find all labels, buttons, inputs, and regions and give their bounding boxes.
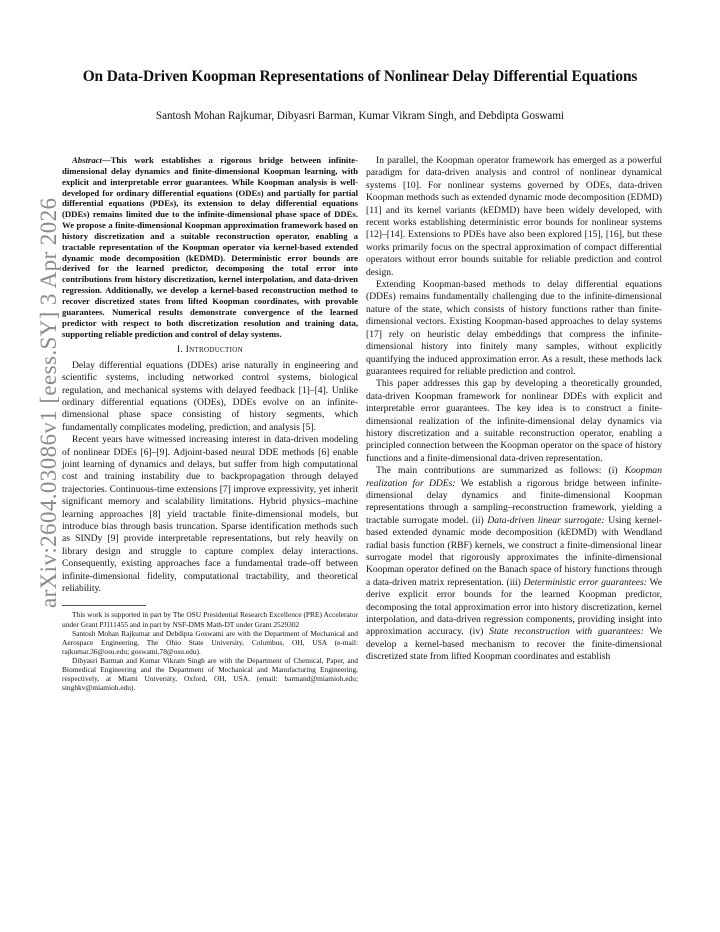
intro-paragraph-5: This paper addresses this gap by developing a theoretically grounded, data-driven Koopman framework for nonlinear DDEs with explicit and interpretable error guarantees. The key idea is to construct a finite-dimensional realization of the infinite-dimensional delay dynamics via history discretization and a suitable reconstruction operator, enabling a principled connection between the Koopman operator on the space of history functions and a finite-dimensional data-driven representation. xyxy=(366,378,662,464)
contribution-3-title: Deterministic error guarantees: xyxy=(523,576,647,588)
abstract-text: —This work establishes a rigorous bridge between infinite-dimensional delay dynamics and finite-dimensional Koopman learning, with explicit and interpretable error guarantees. While Koopman analysis is well-developed for ordinary differential equations (ODEs) and partially for partial differential equations (PDEs), its extension to delay differential equations (DDEs) remains limited due to the infinite-dimensional phase space of DDEs. We propose a finite-dimensional Koopman approximation framework based on history discretization and a suitable reconstruction operator, enabling a tractable representation of the Koopman operator via kernel-based extended dynamic mode decomposition (kEDMD). Deterministic error bounds are derived for the learned predictor, decomposing the total error into contributions from history discretization, kernel interpolation, and data-driven regression. Additionally, we develop a kernel-based reconstruction method to recover discretized states from lifted Koopman coordinates, with provable guarantees. Numerical results demonstrate convergence of the learned predictor with respect to both discretization resolution and training data, supporting reliable prediction and control of delay systems. xyxy=(62,155,358,339)
contribution-1-text: We establish a rigorous bridge between infinite-dimensional delay dynamics and finite-dimensional Koopman representations through a sampling–reconstruction framework, yielding a tractable surrogate model. (ii) xyxy=(366,477,663,526)
intro-paragraph-3: In parallel, the Koopman operator framework has emerged as a powerful paradigm for data-driven analysis and control of nonlinear dynamical systems [10]. For nonlinear systems governed by ODEs, data-driven Koopman methods such as extended dynamic mode decomposition (EDMD) [11] and its kernel variants (kEDMD) have been widely developed, with recent works establishing deterministic error bounds for nonlinear systems [12]–[14]. Extensions to PDEs have also been explored [15], [16], but these works primarily focus on the spectral approximation of compact differential operators without error bounds suitable for reliable prediction and control design. xyxy=(366,155,662,278)
contribution-2-title: Data-driven linear surrogate: xyxy=(487,514,605,526)
paper-title: On Data-Driven Koopman Representations of Nonlinear Delay Differential Equations xyxy=(82,68,638,85)
intro-paragraph-1: Delay differential equations (DDEs) arise naturally in engineering and scientific systems, including networked control systems, biological regulation, and mechanical systems with delayed feedback [1]–[4]. Unlike ordinary differential equations (ODEs), DDEs evolve on an infinite-dimensional phase space consisting of history segments, which fundamentally complicates modeling, prediction, and analysis [5]. xyxy=(62,359,358,433)
footnote-affiliation-miami: Dibyasri Barman and Kumar Vikram Singh are with the Department of Chemical, Paper, and Biomedical Engineering and the Department of Mechanical and Manufacturing Engineering, respectively, at Miami University, Oxford, OH, USA. (email: barmand@miamioh.edu; singhkv@miamioh.edu). xyxy=(62,655,358,692)
contribution-2-text: Using kernel-based extended dynamic mode decomposition (kEDMD) with Wendland radial basis function (RBF) kernels, we construct a finite-dimensional linear surrogate model that rigorously approximates the infinite-dimensional Koopman operator defined on the Banach space of history functions through a data-driven matrix representation. (iii) xyxy=(366,514,662,588)
intro-paragraph-2: Recent years have witnessed increasing interest in data-driven modeling of nonlinear DDEs [6]–[9]. Adjoint-based neural DDE methods [6] enable joint learning of dynamics and delays, but suffer from high computational cost and training instability due to backpropagation through delayed trajectories. Continuous-time extensions [7] improve expressivity, yet inherit significant memory and scalability limitations. Hybrid physics–machine learning approaches [8] yield tractable finite-dimensional models, but introduce bias through basis truncation. Sparse identification methods such as SINDy [9] provide interpretable representations, but rely heavily on library design and struggle to capture complex delay interactions. Consequently, existing approaches face a fundamental trade-off between infinite-dimensional fidelity, computational tractability, and theoretical reliability. xyxy=(62,434,358,595)
section-heading-introduction: I. Introduction xyxy=(177,345,243,356)
right-column xyxy=(366,155,662,664)
contributions-intro: The main contributions are summarized as follows: (i) xyxy=(376,465,625,477)
contribution-4-title: State reconstruction with guarantees: xyxy=(489,626,644,638)
abstract-label: Abstract xyxy=(72,155,102,165)
contribution-3-text: We derive explicit error bounds for the learned Koopman predictor, decomposing the total approximation error into history discretization, kernel interpolation, and data-driven regression components, providing insight into approximation accuracy. (iv) xyxy=(366,576,662,638)
left-column xyxy=(62,155,358,692)
arxiv-identifier[interactable]: arXiv:2604.03086v1 [eess.SY] 3 Apr 2026 xyxy=(36,197,61,608)
footnote-divider xyxy=(62,605,146,606)
contribution-4-text: We develop a kernel-based mechanism to recover the finite-dimensional discretized state from lifted Koopman coordinates and establish xyxy=(366,626,662,663)
abstract xyxy=(62,155,358,339)
contribution-1-title: Koopman realization for DDEs: xyxy=(366,465,662,489)
author-list: Santosh Mohan Rajkumar, Dibyasri Barman, Kumar Vikram Singh, and Debdipta Goswami xyxy=(155,110,565,122)
intro-paragraph-4: Extending Koopman-based methods to delay differential equations (DDEs) remains fundamentally challenging due to the infinite-dimensional nature of the state, which consists of history functions rather than finite-dimensional vectors. Existing Koopman-based approaches to delay systems [17] rely on heuristic delay embeddings that compress the infinite-dimensional history into finitely many samples, without explicitly quantifying the induced approximation error. As a result, these methods lack guarantees required for reliable prediction and control. xyxy=(366,279,662,377)
footnote-affiliation-osu: Santosh Mohan Rajkumar and Debdipta Goswami are with the Department of Mechanical and Aerospace Engineering, The Ohio State University, Columbus, OH, USA (e-mail: rajkumar.36@osu.edu; goswami.78@osu.edu). xyxy=(62,628,358,656)
contributions-paragraph xyxy=(366,465,662,664)
footnote-funding: This work is supported in part by The OSU Presidential Research Excellence (PRE) Accelerator under Grant PJ111455 and in part by NSF-DMS Math-DT under Grant 2529302 xyxy=(62,610,358,629)
